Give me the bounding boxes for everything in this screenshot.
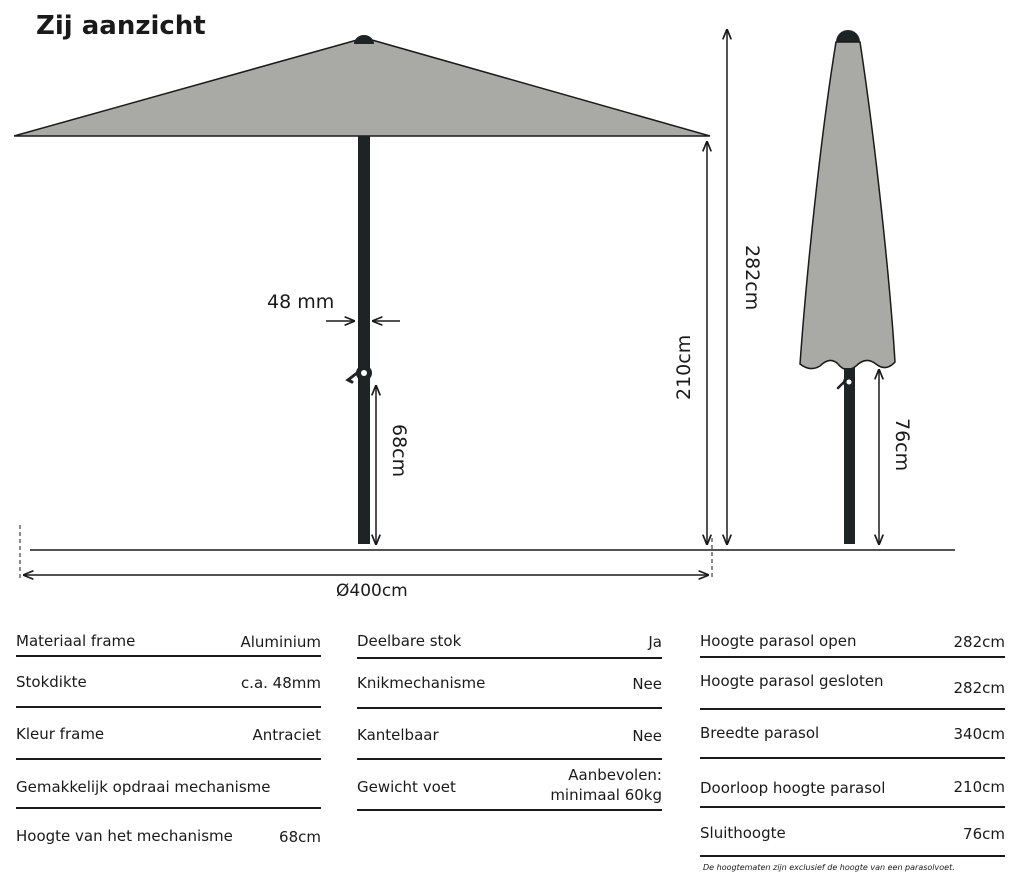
spec-row	[357, 659, 662, 709]
pole-thickness-label: 48 mm	[267, 291, 335, 313]
spec-row	[700, 759, 1005, 808]
spec-label: Knikmechanisme	[357, 674, 486, 692]
footnote: De hoogtematen zijn exclusief de hoogte van een parasolvoet.	[703, 863, 955, 872]
spec-label: Hoogte parasol open	[700, 632, 857, 650]
spec-value: 340cm	[953, 725, 1005, 743]
spec-value: 210cm	[953, 778, 1005, 796]
closed-crank-handle	[838, 376, 855, 388]
spec-value: 282cm	[953, 679, 1005, 697]
spec-label: Hoogte van het mechanisme	[16, 827, 233, 845]
spec-row	[700, 622, 1005, 658]
spec-row	[16, 809, 321, 853]
spec-value: Aanbevolen:	[568, 766, 662, 784]
closed-finial	[836, 30, 860, 42]
closed-height-label: 76cm	[891, 418, 913, 472]
spec-row	[700, 808, 1005, 857]
spec-column-construction	[357, 622, 662, 811]
spec-label: Gewicht voet	[357, 778, 456, 796]
diagram-title: Zij aanzicht	[36, 11, 206, 41]
spec-value: Aluminium	[240, 633, 321, 651]
closed-parasol	[800, 30, 895, 544]
spec-label: Kleur frame	[16, 725, 105, 743]
spec-row	[16, 657, 321, 708]
spec-label: Hoogte parasol gesloten	[700, 672, 884, 690]
spec-label: Stokdikte	[16, 673, 87, 691]
spec-label: Deelbare stok	[357, 632, 462, 650]
spec-label: Kantelbaar	[357, 726, 439, 744]
spec-label: Gemakkelijk opdraai mechanisme	[16, 778, 271, 796]
spec-value: minimaal 60kg	[550, 786, 662, 804]
spec-label: Sluithoogte	[700, 824, 786, 842]
open-canopy	[14, 40, 710, 136]
spec-value: 68cm	[279, 828, 321, 846]
spec-value: Nee	[632, 727, 662, 745]
spec-value: Ja	[648, 633, 662, 651]
spec-value: 76cm	[963, 825, 1005, 843]
total-height-label: 282cm	[741, 245, 763, 311]
spec-label: Materiaal frame	[16, 632, 136, 650]
spec-value: Antraciet	[252, 726, 321, 744]
crank-handle	[348, 365, 372, 382]
spec-row	[16, 708, 321, 760]
diameter-label: Ø400cm	[336, 581, 408, 601]
open-finial	[354, 35, 374, 44]
spec-column-dimensions	[700, 622, 1005, 857]
spec-row	[700, 710, 1005, 759]
spec-row	[16, 622, 321, 657]
spec-row	[16, 760, 321, 809]
spec-row	[357, 760, 662, 811]
closed-pole	[844, 368, 855, 544]
spec-value: 282cm	[953, 633, 1005, 651]
mechanism-height-label: 68cm	[388, 424, 410, 478]
closed-canopy	[800, 42, 895, 370]
spec-row	[357, 709, 662, 760]
spec-label: Doorloop hoogte parasol	[700, 779, 886, 797]
spec-row	[700, 658, 1005, 710]
open-parasol	[14, 35, 710, 544]
open-pole	[358, 136, 370, 544]
spec-label: Breedte parasol	[700, 724, 820, 742]
spec-value: Nee	[632, 675, 662, 693]
spec-column-frame	[16, 622, 321, 853]
spec-row	[357, 622, 662, 659]
spec-value: c.a. 48mm	[240, 674, 321, 692]
clearance-height-label: 210cm	[673, 334, 695, 400]
